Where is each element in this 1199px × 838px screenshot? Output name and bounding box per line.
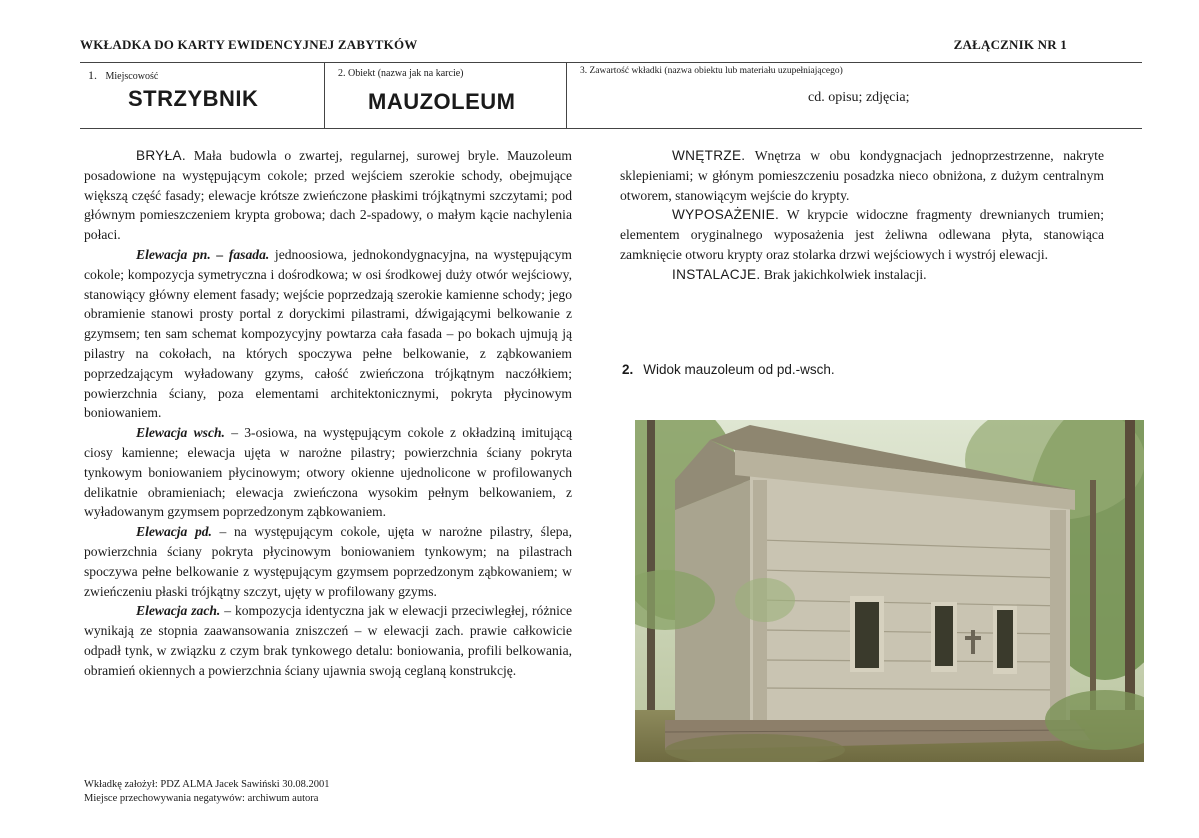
locality-label [88, 68, 158, 83]
cell-divider [324, 63, 325, 128]
table-top-rule [80, 62, 1142, 63]
paragraph-equipment [620, 205, 1104, 264]
paragraph-east [84, 423, 572, 522]
mausoleum-photo-image [635, 420, 1144, 762]
object-label: 2. Obiekt (nazwa jak na karcie) [338, 68, 464, 79]
paragraph-text: – 3-osiowa, na występującym cokole z okładziną imitującą ciosy kamienne; elewacja ujęta w narożne pilastry; powierzchnia ściany pokryta tynkowym boniowaniem płycinowym; otwory okienne ujednolicone w profilowanych delikatnie obramieniach; elewacja zwieńczona wysokim pełnym belkowaniem, z wyładowanym gzymsem poprzedzonym ząbkowaniem. [84, 425, 572, 520]
section-heading: WYPOSAŻENIE. [672, 207, 780, 223]
locality-number: 1. [88, 68, 97, 82]
footer-author: Wkładkę założył: PDZ ALMA Jacek Sawiński 30.08.2001 [84, 779, 330, 790]
photo-caption [622, 362, 835, 377]
paragraph-text: Mała budowla o zwartej, regularnej, surowej bryle. Mauzoleum posadowione na występującym cokole; przed wejściem szerokie schody, obejmujące większą część fasady; elewacje krótsze zwieńczone płaskimi trójkątnymi szczytami; pod głównym pomieszczeniem krypta grobowa; dach 2-spadowy, o małym kącie nachylenia połaci. [84, 148, 572, 243]
paragraph-text: Brak jakichkolwiek instalacji. [760, 266, 927, 282]
paragraph-text: jednoosiowa, jednokondygnacyjna, na występującym cokole; kompozycja symetryczna i dośrodkowa; w osi środkowej duży otwór wejściowy, stanowiący główny element fasady; wejście poprzedzają szerokie kamienne schody; jego obramienie stanowi prosty portal z doryckimi pilastrami, dźwigającymi belkowanie z gzymsem; ten sam schemat kompozycyjny powtarza cała fasada – po bokach ujmują ją pilastry na cokołach, na których spoczywa pełne belkowanie, z ząbkowaniem poprzedzającym wyładowany gzyms, całość zwieńczona trójkątnym naczółkiem; powierzchnia ściany, poza elementami architektonicznymi, pokryta płycinowym boniowaniem. [84, 246, 572, 421]
form-title: WKŁADKA DO KARTY EWIDENCYJNEJ ZABYTKÓW [80, 37, 418, 52]
description-right-column [620, 146, 1104, 285]
paragraph-text: Wnętrza w obu kondygnacjach jednoprzestrzenne, nakryte sklepieniami; w głónym pomieszczeniu posadzka nieco obniżona, z dużym centralnym otworem, stanowiącym wejście do krypty. [620, 148, 1104, 203]
paragraph-facade [84, 245, 572, 423]
paragraph-bryla [84, 146, 572, 245]
footer-negatives: Miejsce przechowywania negatywów: archiwum autora [84, 793, 319, 804]
object-value: MAUZOLEUM [368, 89, 516, 114]
paragraph-text: – kompozycja identyczna jak w elewacji przeciwległej, różnice wynikają ze stopnia zaawansowania zniszczeń – w elewacji zach. prawie całkowicie odpadł tynk, w związku z czym brak tynkowego detalu: boniowania, profili belkowania, obramień okiennych a powierzchnia ściany ujawnia swoją ceglaną konstrukcję. [84, 603, 572, 678]
section-heading: BRYŁA. [136, 148, 186, 163]
paragraph-interior [620, 146, 1104, 205]
photo-caption-text: Widok mauzoleum od pd.-wsch. [643, 362, 835, 377]
annex-number: ZAŁĄCZNIK NR 1 [953, 37, 1067, 52]
cell-divider [566, 63, 567, 128]
description-left-column [84, 146, 572, 681]
section-heading: Elewacja zach. [136, 603, 221, 619]
mausoleum-photo [635, 420, 1144, 762]
section-heading: Elewacja pn. – fasada. [136, 246, 270, 262]
table-bottom-rule [80, 128, 1142, 129]
contents-label: 3. Zawartość wkładki (nazwa obiektu lub materiału uzupełniającego) [580, 66, 843, 76]
section-heading: Elewacja wsch. [136, 425, 225, 441]
section-heading: INSTALACJE. [672, 266, 761, 282]
section-heading: WNĘTRZE. [672, 148, 746, 163]
paragraph-text: – na występującym cokole, ujęta w narożne pilastry, ślepa, powierzchnia ściany pokryta płycinowym boniowaniem tynkowym; na pilastrach spoczywa pełne belkowanie z występującym gzymsem poprzedzonym ząbkowaniem; w zwieńczeniu płaski trójkątny szczyt, ujęty w profilowany gzyms. [84, 524, 572, 599]
section-heading: Elewacja pd. [136, 524, 212, 540]
paragraph-south [84, 522, 572, 601]
paragraph-text: W krypcie widoczne fragmenty drewnianych trumien; elementem oryginalnego wyposażenia jest żeliwna odlewana płyta, stanowiąca zamknięcie otworu krypty oraz stolarka drzwi wejściowych i wystrój elewacji. [620, 207, 1104, 262]
paragraph-installations [620, 265, 1104, 285]
locality-caption: Miejscowość [105, 71, 159, 82]
contents-value: cd. opisu; zdjęcia; [808, 90, 910, 105]
paragraph-west [84, 601, 572, 680]
locality-value: STRZYBNIK [128, 86, 259, 111]
photo-number: 2. [622, 362, 634, 377]
